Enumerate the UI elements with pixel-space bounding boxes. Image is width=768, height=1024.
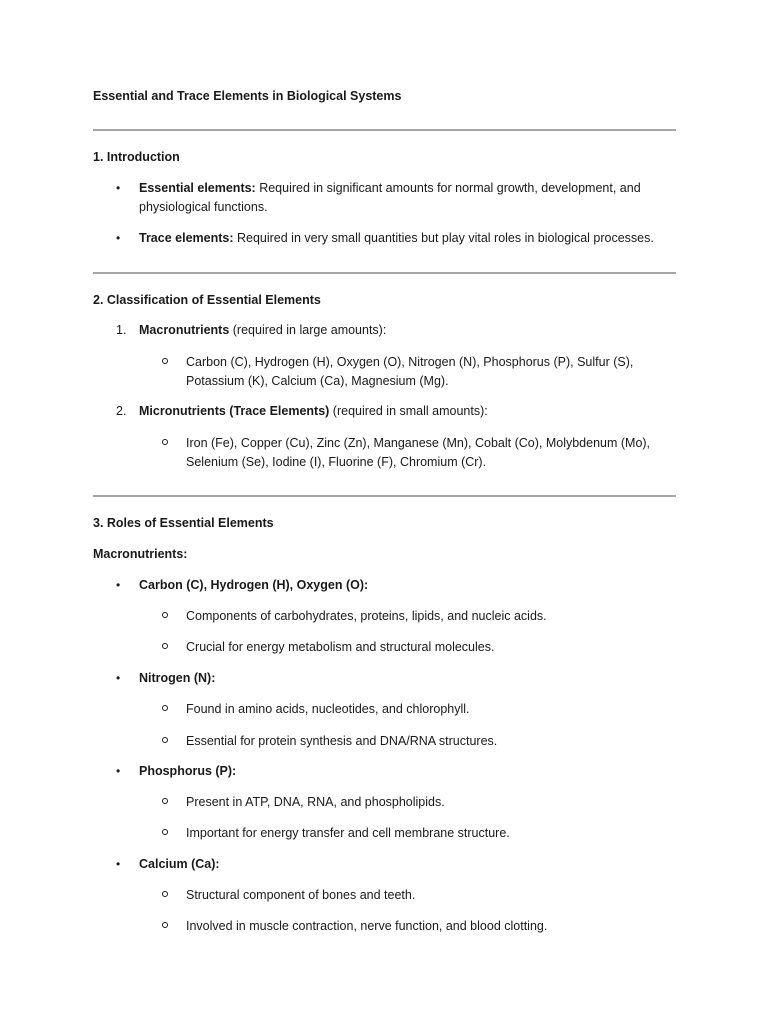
element-group-label: Calcium (Ca): <box>139 857 220 871</box>
list-item-micronutrients <box>139 403 488 419</box>
circle-bullet-icon <box>162 798 168 804</box>
circle-bullet-icon <box>162 643 168 649</box>
subheading-macronutrients: Macronutrients: <box>93 547 188 561</box>
element-role: Important for energy transfer and cell membrane structure. <box>186 826 510 840</box>
document-title: Essential and Trace Elements in Biological Systems <box>93 89 402 103</box>
element-role: Components of carbohydrates, proteins, lipids, and nucleic acids. <box>186 609 547 623</box>
circle-bullet-icon <box>162 439 168 445</box>
element-role: Present in ATP, DNA, RNA, and phospholipids. <box>186 795 445 809</box>
term-description: Required in very small quantities but play vital roles in biological processes. <box>233 231 654 245</box>
element-group-label: Nitrogen (N): <box>139 671 216 685</box>
term-label: Micronutrients (Trace Elements) <box>139 404 330 418</box>
circle-bullet-icon <box>162 922 168 928</box>
circle-bullet-icon <box>162 829 168 835</box>
circle-bullet-icon <box>162 737 168 743</box>
section-heading-classification: 2. Classification of Essential Elements <box>93 293 321 307</box>
term-description: Required in significant amounts for normal growth, development, and <box>255 181 641 195</box>
macronutrient-list-continued: Potassium (K), Calcium (Ca), Magnesium (Mg). <box>186 374 449 388</box>
circle-bullet-icon <box>162 612 168 618</box>
section-heading-roles: 3. Roles of Essential Elements <box>93 516 274 530</box>
term-label: Trace elements: <box>139 231 234 245</box>
list-item-essential-elements <box>139 180 641 196</box>
list-number: 2. <box>116 404 127 418</box>
macronutrient-list: Carbon (C), Hydrogen (H), Oxygen (O), Nitrogen (N), Phosphorus (P), Sulfur (S), <box>186 355 634 369</box>
bullet-icon: • <box>116 181 121 195</box>
element-group-label: Phosphorus (P): <box>139 764 237 778</box>
element-role: Structural component of bones and teeth. <box>186 888 416 902</box>
circle-bullet-icon <box>162 358 168 364</box>
term-description: (required in large amounts): <box>229 323 387 337</box>
bullet-icon: • <box>116 857 121 871</box>
micronutrient-list-continued: Selenium (Se), Iodine (I), Fluorine (F), Chromium (Cr). <box>186 455 487 469</box>
section-heading-introduction: 1. Introduction <box>93 150 180 164</box>
term-description-continued: physiological functions. <box>139 200 268 214</box>
section-divider <box>93 272 676 274</box>
list-item-trace-elements <box>139 230 654 246</box>
section-divider <box>93 495 676 497</box>
bullet-icon: • <box>116 671 121 685</box>
circle-bullet-icon <box>162 891 168 897</box>
term-label: Essential elements: <box>139 181 256 195</box>
element-role: Crucial for energy metabolism and structural molecules. <box>186 640 495 654</box>
list-number: 1. <box>116 323 127 337</box>
element-group-label: Carbon (C), Hydrogen (H), Oxygen (O): <box>139 578 369 592</box>
term-label: Macronutrients <box>139 323 230 337</box>
term-description: (required in small amounts): <box>329 404 488 418</box>
element-role: Involved in muscle contraction, nerve function, and blood clotting. <box>186 919 548 933</box>
circle-bullet-icon <box>162 705 168 711</box>
bullet-icon: • <box>116 231 121 245</box>
section-divider <box>93 129 676 131</box>
bullet-icon: • <box>116 578 121 592</box>
micronutrient-list: Iron (Fe), Copper (Cu), Zinc (Zn), Manganese (Mn), Cobalt (Co), Molybdenum (Mo), <box>186 436 651 450</box>
bullet-icon: • <box>116 764 121 778</box>
element-role: Essential for protein synthesis and DNA/RNA structures. <box>186 734 498 748</box>
element-role: Found in amino acids, nucleotides, and chlorophyll. <box>186 702 470 716</box>
list-item-macronutrients <box>139 322 386 338</box>
